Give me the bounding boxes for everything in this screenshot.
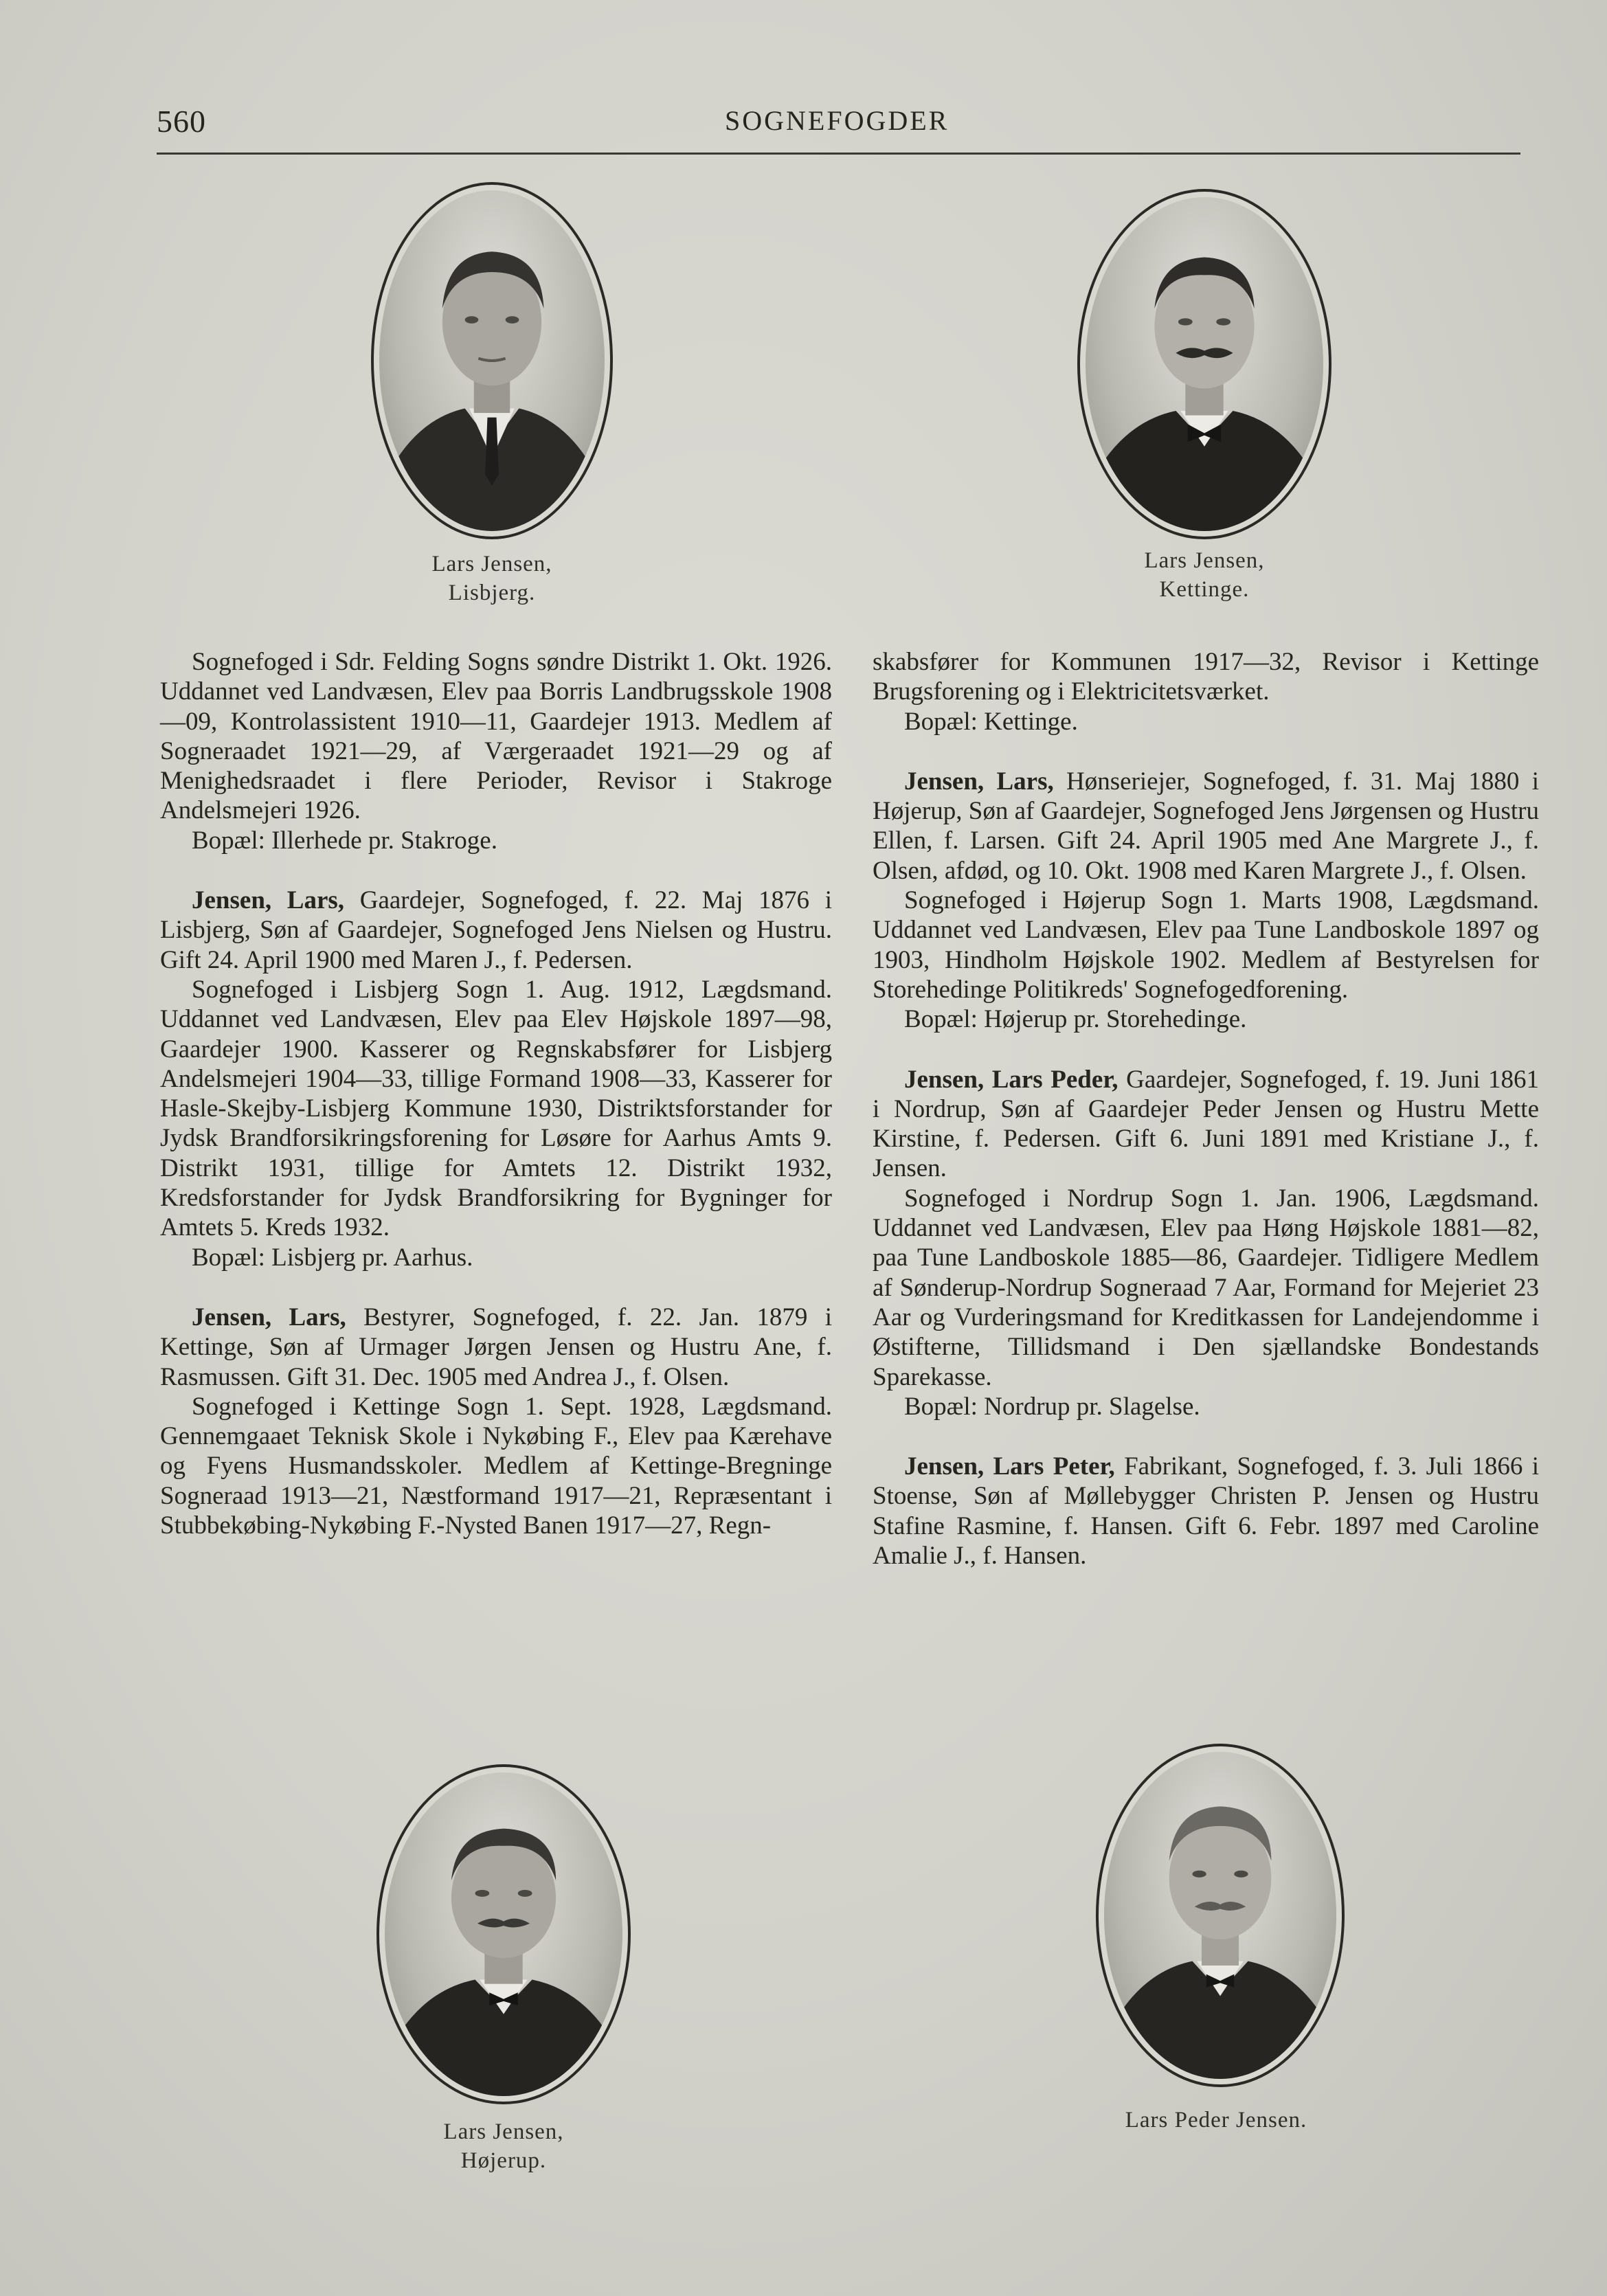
entry-3-continuation: skabsfører for Kommunen 1917—32, Revisor i Kettinge Brugsforening og i Elektricitetsværket.	[873, 648, 1539, 706]
entry-6-name: Jensen, Lars Peter,	[904, 1452, 1115, 1481]
entry-2-intro	[160, 886, 832, 975]
entry-2-address: Bopæl: Lisbjerg pr. Aarhus.	[192, 1243, 473, 1272]
portrait-caption-hojerup	[397, 2117, 610, 2175]
caption-line: Højerup.	[460, 2148, 547, 2173]
portrait-lisbjerg	[371, 182, 613, 539]
caption-line: Lars Jensen,	[443, 2119, 564, 2144]
caption-line: Kettinge.	[1159, 577, 1250, 602]
entry-6-intro-text: Fabrikant, Sognefoged, f. 3. Juli 1866 i Stoense, Søn af Møllebygger Christen P. Jensen og Hustru Stafine Rasmine, f. Hansen. Gift 6. Febr. 1897 med Caroline Amalie J., f. Hansen.	[873, 1452, 1539, 1571]
entry-5-intro-text: Gaardejer, Sognefoged, f. 19. Juni 1861 i Nordrup, Søn af Gaardejer Peder Jensen og Hustru Mette Kirstine, f. Pedersen. Gift 6. Juni 1891 med Kristiane J., f. Jensen.	[873, 1065, 1539, 1183]
portrait-photo	[1086, 197, 1323, 531]
entry-3-paragraph: Sognefoged i Kettinge Sogn 1. Sept. 1928, Lægdsmand. Gennemgaaet Teknisk Skole i Nykøbing F., Elev paa Kærehave og Fyens Husmandsskoler. Medlem af Kettinge-Bregninge Sogneraad 1913—21, Næstformand 1917—21, Repræsentant i Stubbekøbing-Nykøbing F.-Nysted Banen 1917—27, Regn-	[160, 1392, 832, 1540]
running-title: SOGNEFOGDER	[725, 105, 949, 136]
portrait-kettinge	[1077, 189, 1331, 539]
entry-1-address: Bopæl: Illerhede pr. Stakroge.	[192, 826, 497, 855]
entry-5-name: Jensen, Lars Peder,	[904, 1065, 1119, 1094]
entry-3-intro	[160, 1303, 832, 1392]
entry-5-address: Bopæl: Nordrup pr. Slagelse.	[904, 1392, 1200, 1421]
portrait-caption-lars-peder-jensen	[1072, 2106, 1360, 2135]
portrait-hojerup	[377, 1764, 631, 2104]
entry-2-paragraph: Sognefoged i Lisbjerg Sogn 1. Aug. 1912, Lægdsmand. Uddannet ved Landvæsen, Elev paa Elev Højskole 1897—98, Gaardejer 1900. Kasserer og Regnskabsfører for Lisbjerg Andelsmejeri 1904—33, tillige Formand 1908—33, Kasserer for Hasle-Skejby-Lisbjerg Kommune 1930, Distriktsforstander for Jydsk Brandforsikringsforening for Løsøre for Aarhus Amts 9. Distrikt 1931, tillige for Amtets 12. Distrikt 1932, Kredsforstander for Jydsk Brandforsikring for Bygninger for Amtets 5. Kreds 1932.	[160, 975, 832, 1242]
portrait-caption-lisbjerg	[385, 550, 599, 607]
portrait-caption-kettinge	[1098, 546, 1311, 604]
entry-4-address: Bopæl: Højerup pr. Storehedinge.	[904, 1005, 1247, 1034]
page-number: 560	[157, 104, 206, 139]
caption-line: Lars Peder Jensen.	[1125, 2108, 1307, 2132]
entry-5-paragraph: Sognefoged i Nordrup Sogn 1. Jan. 1906, Lægdsmand. Uddannet ved Landvæsen, Elev paa Høng Højskole 1881—82, paa Tune Landboskole 1885—86, Gaardejer. Tidligere Medlem af Sønderup-Nordrup Sogneraad 7 Aar, Formand for Mejeriet 23 Aar og Vurderingsmand for Kreditkassen for Landejendomme i Østifterne, Tillidsmand i Den sjællandske Bondestands Sparekasse.	[873, 1184, 1539, 1391]
entry-1-paragraph: Sognefoged i Sdr. Felding Sogns søndre Distrikt 1. Okt. 1926. Uddannet ved Landvæsen, Elev paa Borris Landbrugsskole 1908—09, Kontrolassistent 1910—11, Gaardejer 1913. Medlem af Sogneraadet 1921—29, af Værgeraadet 1921—29 og af Menighedsraadet i flere Perioder, Revisor i Stakroge Andelsmejeri 1926.	[160, 648, 832, 825]
caption-line: Lars Jensen,	[431, 552, 552, 576]
entry-2-intro-text: Gaardejer, Sognefoged, f. 22. Maj 1876 i Lisbjerg, Søn af Gaardejer, Sognefoged Jens Nielsen og Hustru. Gift 24. April 1900 med Maren J., f. Pedersen.	[160, 886, 832, 974]
entry-3-intro-text: Bestyrer, Sognefoged, f. 22. Jan. 1879 i Kettinge, Søn af Urmager Jørgen Jensen og Hustru Ane, f. Rasmussen. Gift 31. Dec. 1905 med Andrea J., f. Olsen.	[160, 1303, 833, 1391]
entry-4-name: Jensen, Lars,	[904, 767, 1054, 796]
header-rule	[157, 153, 1520, 155]
entry-3-name: Jensen, Lars,	[192, 1303, 346, 1331]
right-column	[873, 647, 1539, 1571]
entry-3-address: Bopæl: Kettinge.	[904, 707, 1078, 736]
entry-4-intro-text: Hønseriejer, Sognefoged, f. 31. Maj 1880 i Højerup, Søn af Gaardejer, Sognefoged Jens Jørgensen og Hustru Ellen, f. Larsen. Gift 24. April 1905 med Ane Margrete J., f. Olsen, afdød, og 10. Okt. 1908 med Karen Margrete J., f. Olsen.	[873, 767, 1539, 885]
caption-line: Lisbjerg.	[448, 581, 536, 605]
portrait-photo	[385, 1772, 622, 2096]
entry-2-name: Jensen, Lars,	[192, 886, 345, 915]
entry-4-paragraph: Sognefoged i Højerup Sogn 1. Marts 1908, Lægdsmand. Uddannet ved Landvæsen, Elev paa Tune Landboskole 1897 og 1903, Hindholm Højskole 1902. Medlem af Bestyrelsen for Storehedinge Politikreds' Sognefogedforening.	[873, 886, 1539, 1004]
entry-6-intro	[873, 1452, 1539, 1571]
portrait-photo	[1104, 1752, 1336, 2079]
portrait-photo	[379, 190, 605, 531]
entry-4-intro	[873, 767, 1539, 886]
left-column	[160, 647, 832, 1540]
entry-5-intro	[873, 1065, 1539, 1184]
portrait-lars-peder-jensen	[1096, 1744, 1345, 2087]
caption-line: Lars Jensen,	[1144, 548, 1265, 573]
